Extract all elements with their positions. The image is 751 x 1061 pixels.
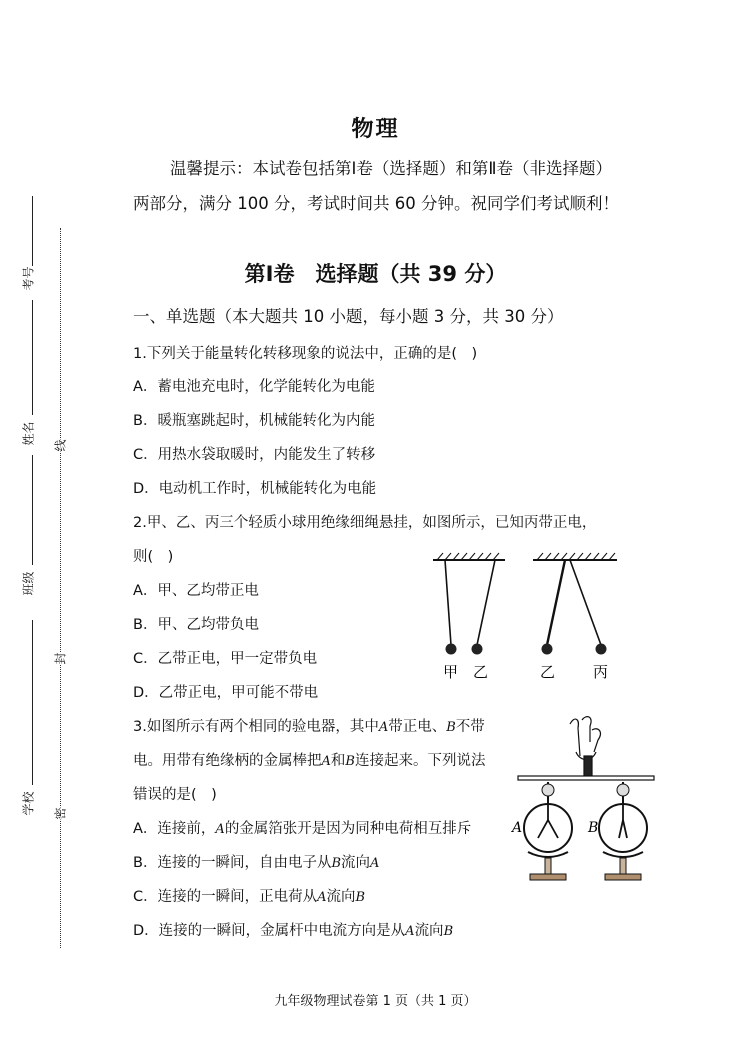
label-yi-right: 乙 [540,663,556,681]
class-label: 班级 [21,571,36,596]
metal-rod [518,776,654,780]
var-B: B [443,924,454,939]
hand-holding-rod [570,717,600,776]
q3-stem2-c: 连接起来。下列说法 [354,753,486,769]
q3-stem-line2 [133,749,485,770]
binding-dotted-line [60,228,61,948]
q3-option-c [133,885,365,906]
q3-electroscopes-figure [508,712,660,887]
q2-option-c: C．乙带正电，甲一定带负电 [133,651,318,667]
class-blank-line [32,455,33,565]
var-B: B [355,890,366,905]
q3-stem1-c: 不带 [455,719,485,735]
page-footer: 九年级物理试卷第 1 页（共 1 页） [274,994,477,1009]
q2-stem-line1: 2.甲、乙、丙三个轻质小球用绝缘细绳悬挂，如图所示，已知丙带正电， [133,515,597,531]
q3-b-text1: B．连接的一瞬间，自由电子从 [133,855,332,871]
var-A: A [215,822,225,837]
q3-option-d [133,919,453,940]
page-title: 物理 [351,117,400,142]
q1-option-d: D．电动机工作时，机械能转化为电能 [133,481,377,497]
q3-option-a [133,817,471,838]
var-A: A [321,754,331,769]
q3-a-text2: 的金属箔张开是因为同种电荷相互排斥 [224,821,472,837]
q3-d-text1: D．连接的一瞬间，金属杆中电流方向是从 [133,923,406,939]
seal-line-char: 线 [50,439,71,451]
name-label: 姓名 [21,421,36,446]
label-yi-left: 乙 [473,663,489,681]
label-jia: 甲 [443,663,459,681]
var-B: B [331,856,342,871]
right-ceiling [533,553,617,560]
q3-stem1-a: 3.如图所示有两个相同的验电器，其中 [133,719,379,735]
ball-bing [596,644,607,655]
school-blank-line [32,620,33,785]
string-yi-left [477,560,495,645]
q3-d-text2: 流向 [414,923,444,939]
q3-stem-line1 [133,715,485,736]
q3-c-text2: 流向 [326,889,356,905]
q2-option-d: D．乙带正电，甲可能不带电 [133,685,319,701]
fig-label-b: B [588,820,599,836]
exam-no-blank-line [32,196,33,266]
ball-jia [446,644,457,655]
q3-a-text1: A．连接前， [133,821,216,837]
q3-stem2-a: 电。用带有绝缘柄的金属棒把 [133,753,322,769]
label-bing: 丙 [593,663,609,681]
electroscope-b [599,782,647,880]
var-A: A [378,720,389,735]
q3-stem1-b: 带正电、 [388,719,447,735]
electroscope-a [524,782,572,880]
volume-title: 第Ⅰ卷 选择题（共 39 分） [244,262,507,286]
ball-yi-left [472,644,483,655]
var-A: A [317,890,327,905]
seal-secret-char: 密 [50,807,71,819]
exam-no-label: 考号 [21,266,36,291]
left-ceiling [433,553,505,560]
name-blank-line [32,300,33,415]
var-A: A [405,924,415,939]
string-bing [570,560,601,645]
q1-stem: 1.下列关于能量转化转移现象的说法中，正确的是( ) [133,346,478,362]
var-B: B [446,720,456,735]
q3-c-text1: C．连接的一瞬间，正电荷从 [133,889,318,905]
seal-seal-char: 封 [50,652,71,664]
section-title: 一、单选题（本大题共 10 小题，每小题 3 分，共 30 分） [133,307,564,326]
string-yi-right [547,560,565,645]
q2-hanging-balls-figure [425,550,625,685]
q2-stem-line2: 则( ) [133,549,174,565]
q3-option-b [133,851,379,872]
notice-line-1: 温馨提示：本试卷包括第Ⅰ卷（选择题）和第Ⅱ卷（非选择题） [170,159,612,178]
fig-label-a: A [512,820,523,836]
q1-option-c: C．用热水袋取暖时，内能发生了转移 [133,447,376,463]
q3-stem2-b: 和 [330,753,346,769]
string-jia [445,560,451,645]
q2-option-b: B．甲、乙均带负电 [133,617,259,633]
ball-yi-right [542,644,553,655]
q2-option-a: A．甲、乙均带正电 [133,583,259,599]
var-A: A [370,856,380,871]
q3-stem-line3: 错误的是( ) [133,787,217,803]
notice-line-2: 两部分，满分 100 分，考试时间共 60 分钟。祝同学们考试顺利！ [133,194,619,213]
q3-b-text2: 流向 [341,855,371,871]
school-label: 学校 [21,791,36,816]
var-B: B [345,754,355,769]
q1-option-a: A．蓄电池充电时，化学能转化为电能 [133,379,375,395]
q1-option-b: B．暖瓶塞跳起时，机械能转化为内能 [133,413,375,429]
